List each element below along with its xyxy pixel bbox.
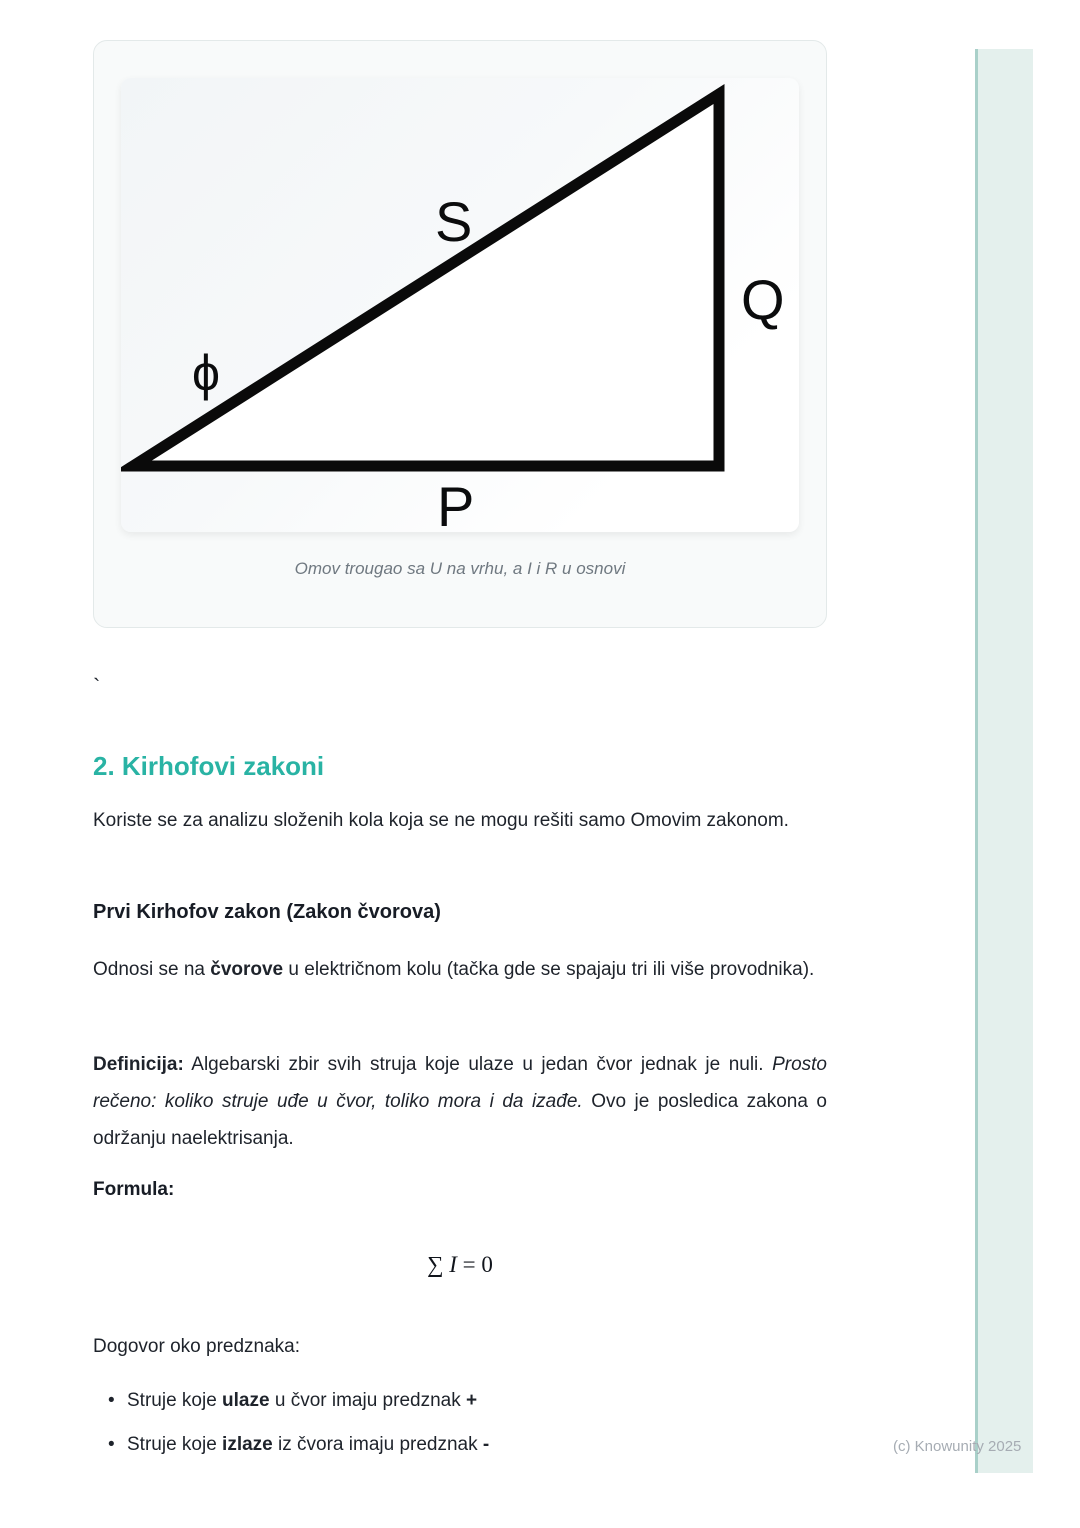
intro-paragraph: Koriste se za analizu složenih kola koja se ne mogu rešiti samo Omovim zakonom. [93,810,789,831]
figure-caption: Omov trougao sa U na vrhu, a I i R u osnovi [294,559,626,578]
triangle-label-hypotenuse: S [435,190,473,253]
sign-convention-label: Dogovor oko predznaka: [93,1336,301,1357]
triangle-label-base: P [437,475,475,532]
list-item-currents-in: • Struje koje ulaze u čvor imaju predznak + [93,1386,827,1416]
formula-label: Formula: [93,1179,175,1200]
power-triangle-image [121,78,799,532]
paragraph-definition: Definicija: Algebarski zbir svih struja koje ulaze u jedan čvor jednak je nuli. Prosto rečeno: koliko struje uđe u čvor, toliko mora i da izađe. Ovo je posledica zakona o održanju naelektrisanja. [93,1054,827,1149]
page-scroll-track[interactable] [975,49,1033,1473]
formula-sum-i-zero: ∑ I = 0 [427,1252,493,1277]
stray-backtick-char: ` [93,674,101,699]
sign-convention-list [93,1386,827,1474]
subheading-first-law: Prvi Kirhofov zakon (Zakon čvorova) [93,901,441,923]
figure-card [93,40,827,628]
copyright-watermark: (c) Knowunity 2025 [893,1438,1022,1455]
section-heading: 2. Kirhofovi zakoni [93,751,325,781]
triangle-label-vertical: Q [741,268,785,331]
triangle-drawing [121,78,799,532]
list-item-currents-out: • Struje koje izlaze iz čvora imaju predznak - [93,1430,827,1460]
paragraph-nodes: Odnosi se na čvorove u električnom kolu (tačka gde se spajaju tri ili više provodnika). [93,959,815,980]
triangle-label-angle-phi: ϕ [192,345,221,401]
